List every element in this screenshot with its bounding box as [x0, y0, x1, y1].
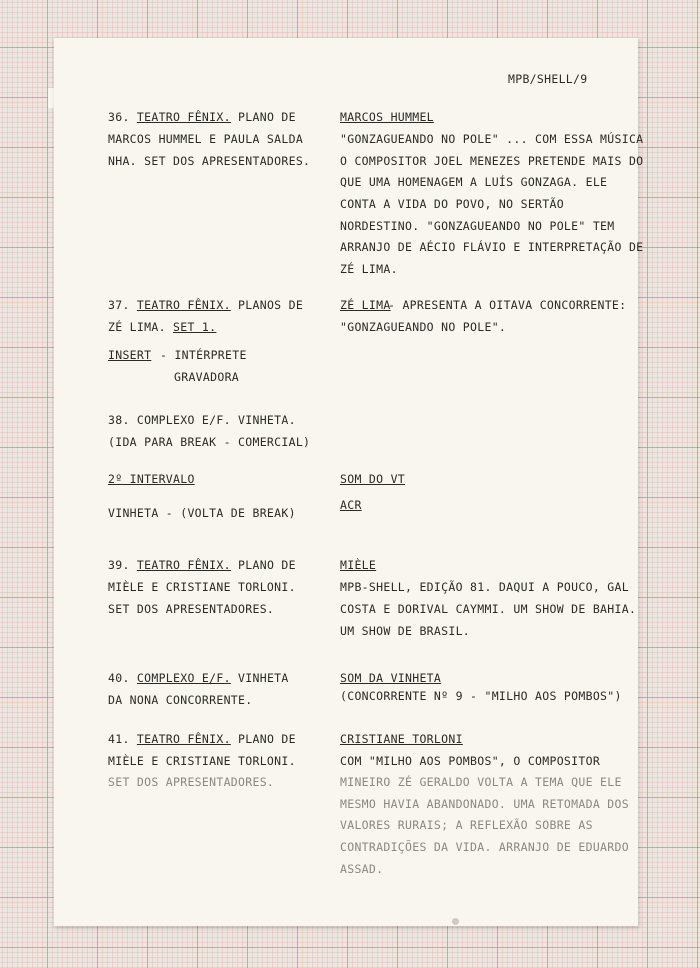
scene-37-dialogue-2: "GONZAGUEANDO NO POLE".: [340, 320, 507, 334]
scene-36-dialogue-5: NORDESTINO. "GONZAGUEANDO NO POLE" TEM: [340, 219, 615, 233]
scene-36-dialogue-6: ARRANJO DE AÉCIO FLÁVIO E INTERPRETAÇÃO DE: [340, 240, 644, 254]
scene-39-line-2: MIÈLE E CRISTIANE TORLONI.: [108, 580, 296, 594]
insert-item-1: - INTÉRPRETE: [160, 348, 247, 362]
scene-37-line-1: 37. TEATRO FÊNIX. PLANOS DE: [108, 298, 304, 312]
scene-40-speaker: SOM DA VINHETA: [340, 671, 442, 685]
scene-41-dialogue-2: MINEIRO ZÉ GERALDO VOLTA A TEMA QUE ELE: [340, 775, 622, 789]
scene-39-dialogue-1: MPB-SHELL, EDIÇÃO 81. DAQUI A POUCO, GAL: [340, 580, 629, 594]
insert-label: INSERT: [108, 348, 152, 362]
scene-40-line-1: 40. COMPLEXO E/F. VINHETA: [108, 671, 289, 685]
scene-36-line-3: NHA. SET DOS APRESENTADORES.: [108, 154, 311, 168]
scene-40-line-2: DA NONA CONCORRENTE.: [108, 693, 253, 707]
scene-41-dialogue-1: COM "MILHO AOS POMBOS", O COMPOSITOR: [340, 754, 601, 768]
scene-39-dialogue-2: COSTA E DORIVAL CAYMMI. UM SHOW DE BAHIA.: [340, 602, 637, 616]
scene-39-line-3: SET DOS APRESENTADORES.: [108, 602, 275, 616]
scene-41-dialogue-5: CONTRADIÇÕES DA VIDA. ARRANJO DE EDUARDO: [340, 840, 629, 854]
scene-39-speaker: MIÈLE: [340, 558, 377, 572]
scene-41-line-1: 41. TEATRO FÊNIX. PLANO DE: [108, 732, 296, 746]
intervalo-heading: 2º INTERVALO: [108, 472, 195, 486]
scene-39-line-1: 39. TEATRO FÊNIX. PLANO DE: [108, 558, 296, 572]
acr-label: ACR: [340, 498, 362, 512]
scene-36-speaker: MARCOS HUMMEL: [340, 110, 434, 124]
scene-41-line-3: SET DOS APRESENTADORES.: [108, 775, 275, 789]
vinheta-line: VINHETA - (VOLTA DE BREAK): [108, 506, 296, 520]
scene-41-line-2: MIÈLE E CRISTIANE TORLONI.: [108, 754, 296, 768]
insert-item-2: GRAVADORA: [174, 370, 240, 384]
scene-41-dialogue-4: VALORES RURAIS; A REFLEXÃO SOBRE AS: [340, 818, 593, 832]
punch-hole: [452, 918, 459, 925]
scene-36-dialogue-2: O COMPOSITOR JOEL MENEZES PRETENDE MAIS DO: [340, 154, 644, 168]
scene-36-dialogue-1: "GONZAGUEANDO NO POLE" ... COM ESSA MÚSICA: [340, 132, 644, 146]
som-do-vt: SOM DO VT: [340, 472, 406, 486]
scene-38-line-2: (IDA PARA BREAK - COMERCIAL): [108, 435, 311, 449]
scene-39-dialogue-3: UM SHOW DE BRASIL.: [340, 624, 471, 638]
scene-41-dialogue-6: ASSAD.: [340, 862, 384, 876]
scene-36-line-1: 36. TEATRO FÊNIX. PLANO DE: [108, 110, 296, 124]
scene-36-dialogue-4: CONTA A VIDA DO POVO, NO SERTÃO: [340, 197, 564, 211]
page-header: MPB/SHELL/9: [508, 72, 588, 86]
scene-36-dialogue-3: QUE UMA HOMENAGEM A LUÍS GONZAGA. ELE: [340, 175, 608, 189]
scene-41-speaker: CRISTIANE TORLONI: [340, 732, 463, 746]
scene-38-line-1: 38. COMPLEXO E/F. VINHETA.: [108, 413, 296, 427]
scene-36-line-2: MARCOS HUMMEL E PAULA SALDA: [108, 132, 304, 146]
scene-36-dialogue-7: ZÉ LIMA.: [340, 262, 398, 276]
scene-40-dialogue-1: (CONCORRENTE Nº 9 - "MILHO AOS POMBOS"): [340, 689, 622, 703]
scene-41-dialogue-3: MESMO HAVIA ABANDONADO. UMA RETOMADA DOS: [340, 797, 629, 811]
scene-37-dialogue-1: - APRESENTA A OITAVA CONCORRENTE:: [388, 298, 627, 312]
scene-37-speaker: ZÉ LIMA: [340, 298, 391, 312]
scene-37-line-2: ZÉ LIMA. SET 1.: [108, 320, 217, 334]
